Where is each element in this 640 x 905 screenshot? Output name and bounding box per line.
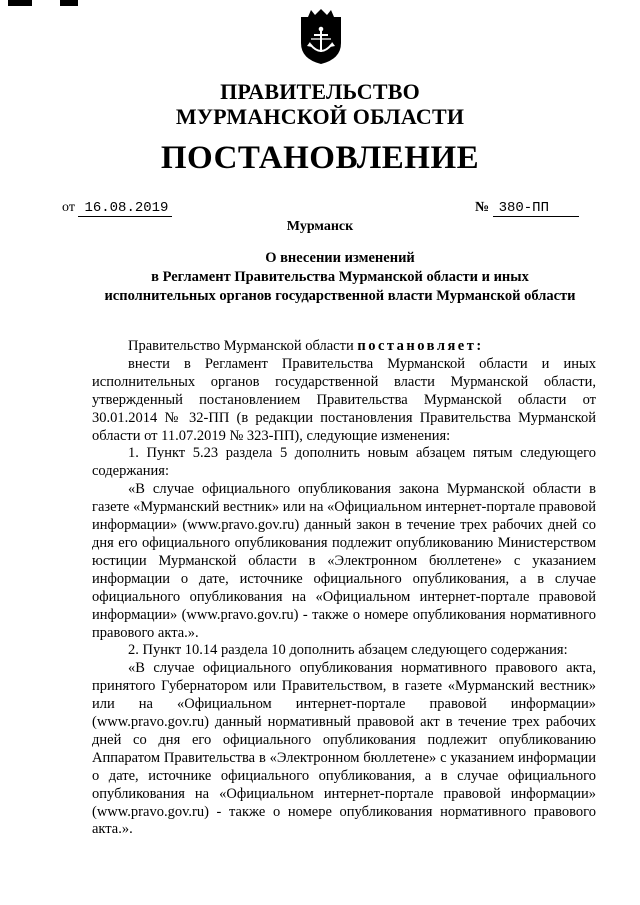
intro-text: Правительство Мурманской области	[128, 338, 358, 354]
document-type-title: ПОСТАНОВЛЕНИЕ	[160, 140, 480, 176]
paragraph-item-1-text: «В случае официального опубликования закона Мурманской области в газете «Мурманский вестник» или на «Официальном интернет-портале правовой информации» (www.pravo.gov.ru) данный закон в течение трех рабочих дней со дня его официального опубликования подлежит опубликованию Министерством юстиции Мурманской области в «Электронном бюллетене» с указанием информации о дате, источнике официального опубликования, а в случае официального опубликования на «Официальном интернет-портале правовой информации» (www.pravo.gov.ru) - также о номере опубликования нормативного правового акта.».	[92, 481, 596, 641]
intro-paragraph	[92, 338, 596, 356]
date-prefix: от	[62, 200, 75, 215]
number-value: 380-ПП	[493, 200, 579, 217]
number-prefix: №	[475, 200, 490, 215]
paragraph-changes: внести в Регламент Правительства Мурманской области и иных исполнительных органов государственной власти Мурманской области, утвержденный постановлением Правительства Мурманской области от 30.01.2014 № 32-ПП (в редакции постановления Правительства Мурманской области от 11.07.2019 № 323-ПП), следующие изменения:	[92, 355, 596, 444]
document-body	[92, 338, 596, 839]
org-name-line2: МУРМАНСКОЙ ОБЛАСТИ	[175, 104, 465, 129]
subject-line1: О внесении изменений	[265, 250, 415, 266]
scan-mark-left	[8, 0, 32, 6]
intro-verb: постановляет:	[357, 338, 484, 354]
paragraph-item-2-text: «В случае официального опубликования нормативного правового акта, принятого Губернатором или Правительством, в газете «Мурманский вестник» или на «Официальном интернет-портале правовой информации» (www.pravo.gov.ru) данный нормативный правовой акт в течение трех рабочих дней со дня его официального опубликования подлежит опубликованию Аппаратом Правительства в «Электронном бюллетене» с указанием информации о дате, источнике официального опубликования, а в случае официального опубликования на «Официальном интернет-портале правовой информации» (www.pravo.gov.ru) - также о номере опубликования нормативного правового акта.».	[92, 660, 596, 838]
subject-line2: в Регламент Правительства Мурманской области и иных	[151, 269, 529, 285]
subject-line3: исполнительных органов государственной власти Мурманской области	[104, 288, 576, 304]
date-field	[62, 200, 172, 217]
city-name: Мурманск	[286, 219, 354, 234]
date-value: 16.08.2019	[78, 200, 172, 217]
org-name-line1: ПРАВИТЕЛЬСТВО	[220, 79, 420, 104]
paragraph-item-2: 2. Пункт 10.14 раздела 10 дополнить абзацем следующего содержания:	[128, 642, 568, 659]
coat-of-arms-emblem	[299, 9, 343, 65]
paragraph-item-1: 1. Пункт 5.23 раздела 5 дополнить новым абзацем пятым следующего содержания:	[92, 445, 596, 480]
number-field	[475, 200, 579, 217]
scan-mark-right	[60, 0, 78, 6]
